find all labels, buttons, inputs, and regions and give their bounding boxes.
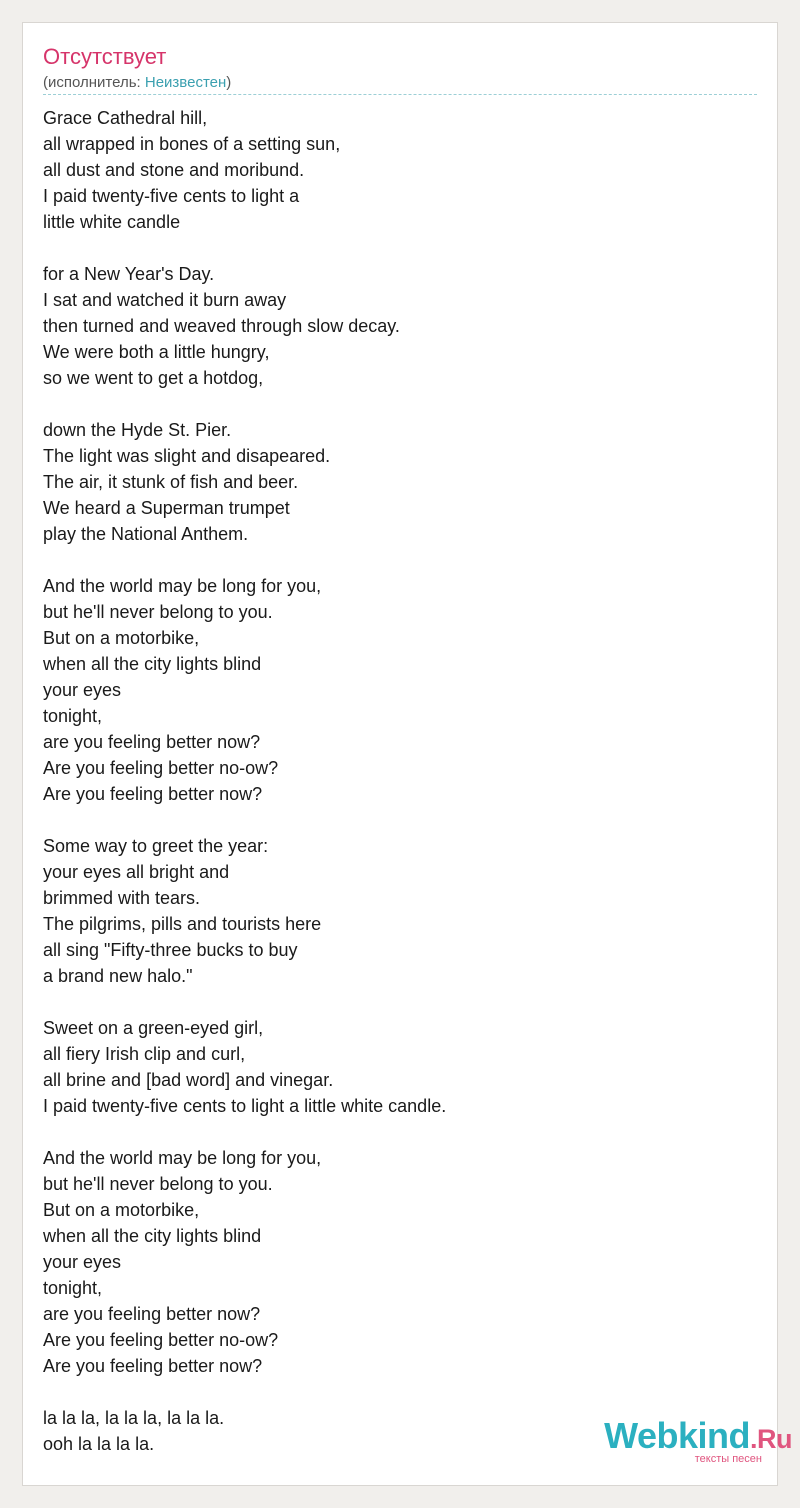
lyric-line: so we went to get a hotdog, — [43, 368, 264, 388]
header-divider — [43, 94, 757, 95]
site-logo[interactable] — [604, 1415, 792, 1465]
lyric-line: Grace Cathedral hill, — [43, 108, 208, 128]
lyrics-card — [22, 22, 778, 1486]
lyric-line: tonight, — [43, 706, 103, 726]
stanza-break — [43, 989, 743, 1015]
lyric-line: when all the city lights blind — [43, 1226, 262, 1246]
lyric-line: a brand new halo." — [43, 966, 193, 986]
stanza-break — [43, 235, 743, 261]
lyric-line: all sing "Fifty-three bucks to buy — [43, 940, 298, 960]
lyric-line: We were both a little hungry, — [43, 342, 270, 362]
artist-line — [43, 73, 231, 93]
stanza-break — [43, 1379, 743, 1405]
lyric-line: but he'll never belong to you. — [43, 1174, 273, 1194]
lyric-line: The light was slight and disapeared. — [43, 446, 331, 466]
logo-tagline: тексты песен — [694, 1453, 762, 1465]
lyric-line: for a New Year's Day. — [43, 264, 215, 284]
lyric-line: your eyes — [43, 1252, 122, 1272]
lyric-line: Are you feeling better no-ow? — [43, 1330, 279, 1350]
artist-link[interactable]: Неизвестен — [144, 74, 227, 91]
lyric-line: your eyes all bright and — [43, 862, 230, 882]
lyric-line: Some way to greet the year: — [43, 836, 269, 856]
lyric-line: Are you feeling better no-ow? — [43, 758, 279, 778]
lyric-line: then turned and weaved through slow decay. — [43, 316, 400, 336]
lyric-line: But on a motorbike, — [43, 1200, 200, 1220]
lyric-line: We heard a Superman trumpet — [43, 498, 290, 518]
lyric-line: I paid twenty-five cents to light a — [43, 186, 300, 206]
lyric-line: Sweet on a green-eyed girl, — [43, 1018, 264, 1038]
lyric-line: all wrapped in bones of a setting sun, — [43, 134, 341, 154]
logo-brand — [604, 1415, 792, 1457]
lyric-line: little white candle — [43, 212, 181, 232]
stanza-break — [43, 1119, 743, 1145]
song-title: Отсутствует — [43, 44, 167, 69]
lyric-line: The pilgrims, pills and tourists here — [43, 914, 322, 934]
lyric-line: but he'll never belong to you. — [43, 602, 273, 622]
lyric-line: But on a motorbike, — [43, 628, 200, 648]
lyric-line: are you feeling better now? — [43, 1304, 261, 1324]
stanza-break — [43, 391, 743, 417]
lyric-line: I paid twenty-five cents to light a little white candle. — [43, 1096, 447, 1116]
lyric-line: all fiery Irish clip and curl, — [43, 1044, 246, 1064]
lyric-line: all dust and stone and moribund. — [43, 160, 305, 180]
lyric-line: when all the city lights blind — [43, 654, 262, 674]
lyric-line: your eyes — [43, 680, 122, 700]
lyric-line: The air, it stunk of fish and beer. — [43, 472, 299, 492]
lyric-line: brimmed with tears. — [43, 888, 201, 908]
artist-suffix: ) — [226, 74, 232, 91]
logo-brand-name: Webkind — [604, 1415, 750, 1456]
lyric-line: I sat and watched it burn away — [43, 290, 287, 310]
lyric-line: la la la, la la la, la la la. — [43, 1408, 225, 1428]
stanza-break — [43, 807, 743, 833]
lyrics-body — [43, 105, 743, 1457]
lyric-line: ooh la la la la. — [43, 1434, 155, 1454]
lyric-line: Are you feeling better now? — [43, 1356, 263, 1376]
lyric-line: are you feeling better now? — [43, 732, 261, 752]
artist-prefix: (исполнитель: — [43, 74, 145, 91]
lyric-line: play the National Anthem. — [43, 524, 249, 544]
lyric-line: Are you feeling better now? — [43, 784, 263, 804]
logo-tld: .Ru — [750, 1424, 792, 1454]
lyric-line: down the Hyde St. Pier. — [43, 420, 232, 440]
lyric-line: And the world may be long for you, — [43, 1148, 322, 1168]
stanza-break — [43, 547, 743, 573]
lyric-line: all brine and [bad word] and vinegar. — [43, 1070, 334, 1090]
lyric-line: tonight, — [43, 1278, 103, 1298]
lyric-line: And the world may be long for you, — [43, 576, 322, 596]
